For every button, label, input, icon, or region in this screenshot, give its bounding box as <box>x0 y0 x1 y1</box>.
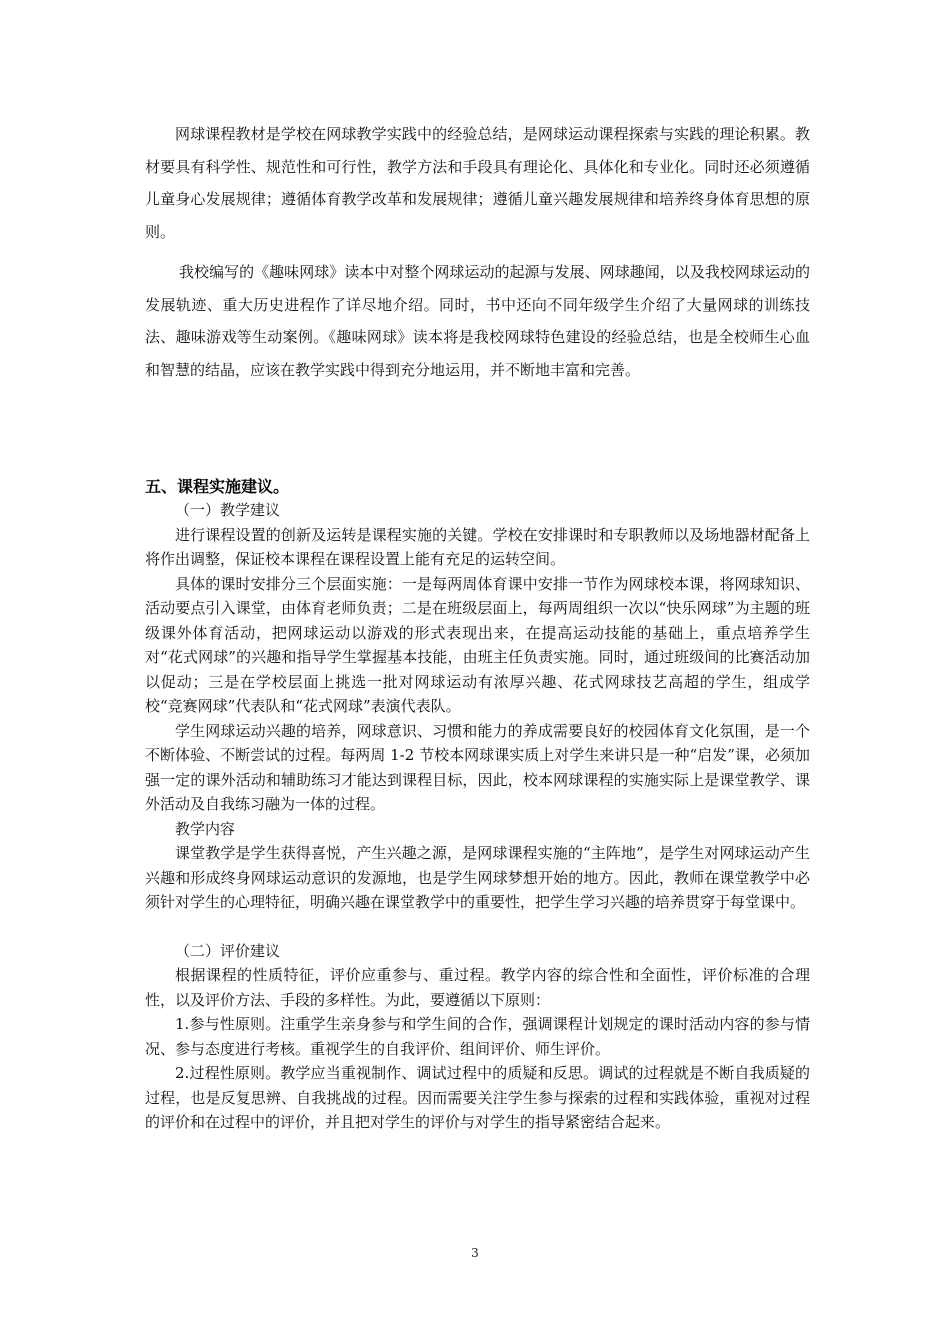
subheading-teaching-content: 教学内容 <box>175 819 236 838</box>
section-heading-implementation: 五、课程实施建议。 <box>145 477 290 496</box>
page-number: 3 <box>471 1246 479 1260</box>
paragraph-schedule-arrangement: 具体的课时安排分三个层面实施：一是每两周体育课中安排一节作为网球校本课，将网球知识、活动要点引入课堂，由体育老师负责；二是在班级层面上，每两周组织一次以“快乐网球”为主题的班级课外体育活动，把网球运动以游戏的形式表现出来，在提高运动技能的基础上，重点培养学生对“花式网球”的兴趣和指导学生掌握基本技能，由班主任负责实施。同时，通过班级间的比赛活动加以促动；三是在学校层面上挑选一批对网球运动有浓厚兴趣、花式网球技艺高超的学生，组成学校“竞赛网球”代表队和“花式网球”表演代表队。 <box>145 574 810 715</box>
paragraph-evaluation-principles: 根据课程的性质特征，评价应重参与、重过程。教学内容的综合性和全面性，评价标准的合理性，以及评价方法、手段的多样性。为此，要遵循以下原则： <box>145 966 810 1009</box>
paragraph-process-principle: 2.过程性原则。教学应当重视制作、调试过程中的质疑和反思。调试的过程就是不断自我质疑的过程，也是反复思辨、自我挑战的过程。因而需要关注学生参与探索的过程和实践体验，重视对过程的评价和在过程中的评价，并且把对学生的评价与对学生的指导紧密结合起来。 <box>145 1064 810 1131</box>
section-body <box>145 498 810 1135</box>
spacer <box>145 915 810 939</box>
subheading-teaching-suggestions: （一）教学建议 <box>175 501 281 519</box>
paragraph-interest-cultivation: 学生网球运动兴趣的培养，网球意识、习惯和能力的养成需要良好的校园体育文化氛围，是一个不断体验、不断尝试的过程。每两周 1-2 节校本网球课实质上对学生来讲只是一种“启发”课，必须加强一定的课外活动和辅助练习才能达到课程目标，因此，校本网球课程的实施实际上是课堂教学、课外活动及自我练习融为一体的过程。 <box>145 721 810 813</box>
paragraph-course-setup: 进行课程设置的创新及运转是课程实施的关键。学校在安排课时和专职教师以及场地器材配备上将作出调整，保证校本课程在课程设置上能有充足的运转空间。 <box>145 525 810 568</box>
subheading-evaluation-suggestions: （二）评价建议 <box>175 941 281 960</box>
paragraph-classroom-teaching: 课堂教学是学生获得喜悦，产生兴趣之源，是网球课程实施的“主阵地”，是学生对网球运动产生兴趣和形成终身网球运动意识的发源地，也是学生网球梦想开始的地方。因此，教师在课堂教学中必须针对学生的心理特征，明确兴趣在课堂教学中的重要性，把学生学习兴趣的培养贯穿于每堂课中。 <box>145 844 810 911</box>
paragraph-fun-tennis-reader: 我校编写的《趣味网球》读本中对整个网球运动的起源与发展、网球趣闻，以及我校网球运动的发展轨迹、重大历史进程作了详尽地介绍。同时，书中还向不同年级学生介绍了大量网球的训练技法、趣味游戏等生动案例。《趣味网球》读本将是我校网球特色建设的经验总结，也是全校师生心血和智慧的结晶，应该在教学实践中得到充分地运用，并不断地丰富和完善。 <box>145 263 810 379</box>
paragraph-textbook-summary: 网球课程教材是学校在网球教学实践中的经验总结，是网球运动课程探索与实践的理论积累。教材要具有科学性、规范性和可行性，教学方法和手段具有理论化、具体化和专业化。同时还必须遵循儿童身心发展规律；遵循体育教学改革和发展规律；遵循儿童兴趣发展规律和培养终身体育思想的原则。 <box>145 125 810 241</box>
paragraph-participation-principle: 1.参与性原则。注重学生亲身参与和学生间的合作，强调课程计划规定的课时活动内容的参与情况、参与态度进行考核。重视学生的自我评价、组间评价、师生评价。 <box>145 1015 810 1058</box>
